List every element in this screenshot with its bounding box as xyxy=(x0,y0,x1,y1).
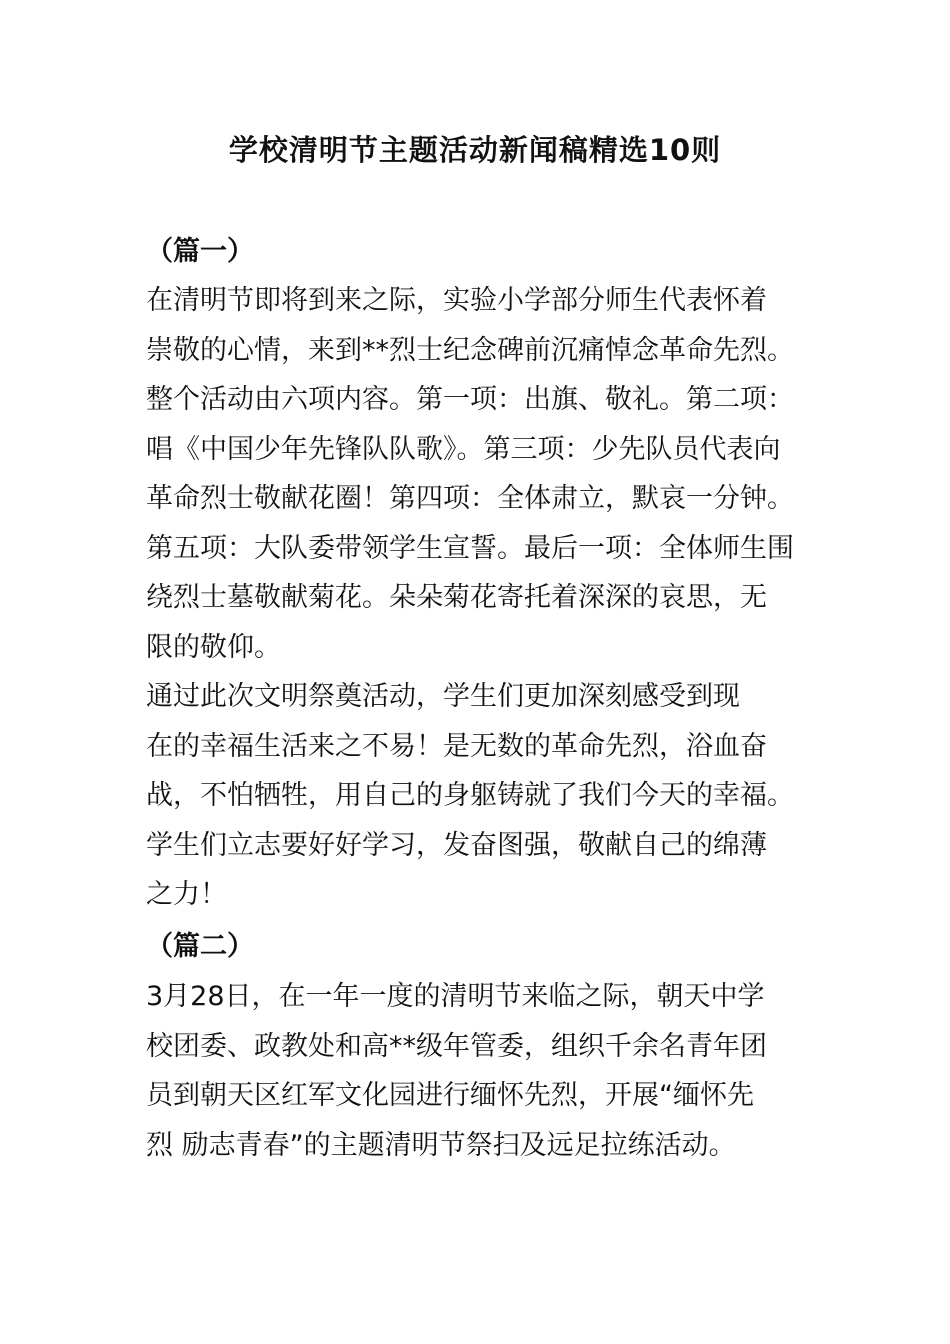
text-line: 唱《中国少年先锋队队歌》。第三项：少先队员代表向 xyxy=(146,433,781,465)
text-line: 绕烈士墓敬献菊花。朵朵菊花寄托着深深的哀思，无 xyxy=(146,582,767,613)
text-line: 员到朝天区红军文化园进行缅怀先烈，开展“缅怀先 xyxy=(146,1080,754,1111)
text-line: 第五项：大队委带领学生宣誓。最后一项：全体师生围 xyxy=(146,532,794,564)
text-line: 烈 励志青春”的主题清明节祭扫及远足拉练活动。 xyxy=(146,1129,736,1161)
section-heading: （篇二） xyxy=(146,931,254,962)
document-title: 学校清明节主题活动新闻稿精选10则 xyxy=(228,133,722,167)
text-line: 3月28日，在一年一度的清明节来临之际，朝天中学 xyxy=(146,981,765,1012)
paragraph xyxy=(146,672,811,920)
text-line: 通过此次文明祭奠活动，学生们更加深刻感受到现 xyxy=(146,681,740,712)
text-line: 限的敬仰。 xyxy=(146,631,281,663)
section-heading: （篇一） xyxy=(146,236,254,267)
text-line: 整个活动由六项内容。第一项：出旗、敬礼。第二项： xyxy=(146,384,794,415)
text-line: 之力！ xyxy=(146,879,227,910)
text-line: 战，不怕牺牲，用自己的身躯铸就了我们今天的幸福。 xyxy=(146,780,794,811)
paragraph xyxy=(146,276,811,375)
text-line: 学生们立志要好好学习，发奋图强，敬献自己的绵薄 xyxy=(146,829,767,861)
text-line: 革命烈士敬献花圈！第四项：全体肃立，默哀一分钟。 xyxy=(146,483,794,514)
paragraph xyxy=(146,972,811,1170)
paragraph xyxy=(146,375,811,672)
text-line: 在清明节即将到来之际，实验小学部分师生代表怀着 xyxy=(146,285,767,316)
text-line: 校团委、政教处和高**级年管委，组织千余名青年团 xyxy=(146,1030,767,1062)
text-line: 在的幸福生活来之不易！是无数的革命先烈，浴血奋 xyxy=(146,730,767,762)
text-line: 崇敬的心情，来到**烈士纪念碑前沉痛悼念革命先烈。 xyxy=(146,334,794,366)
